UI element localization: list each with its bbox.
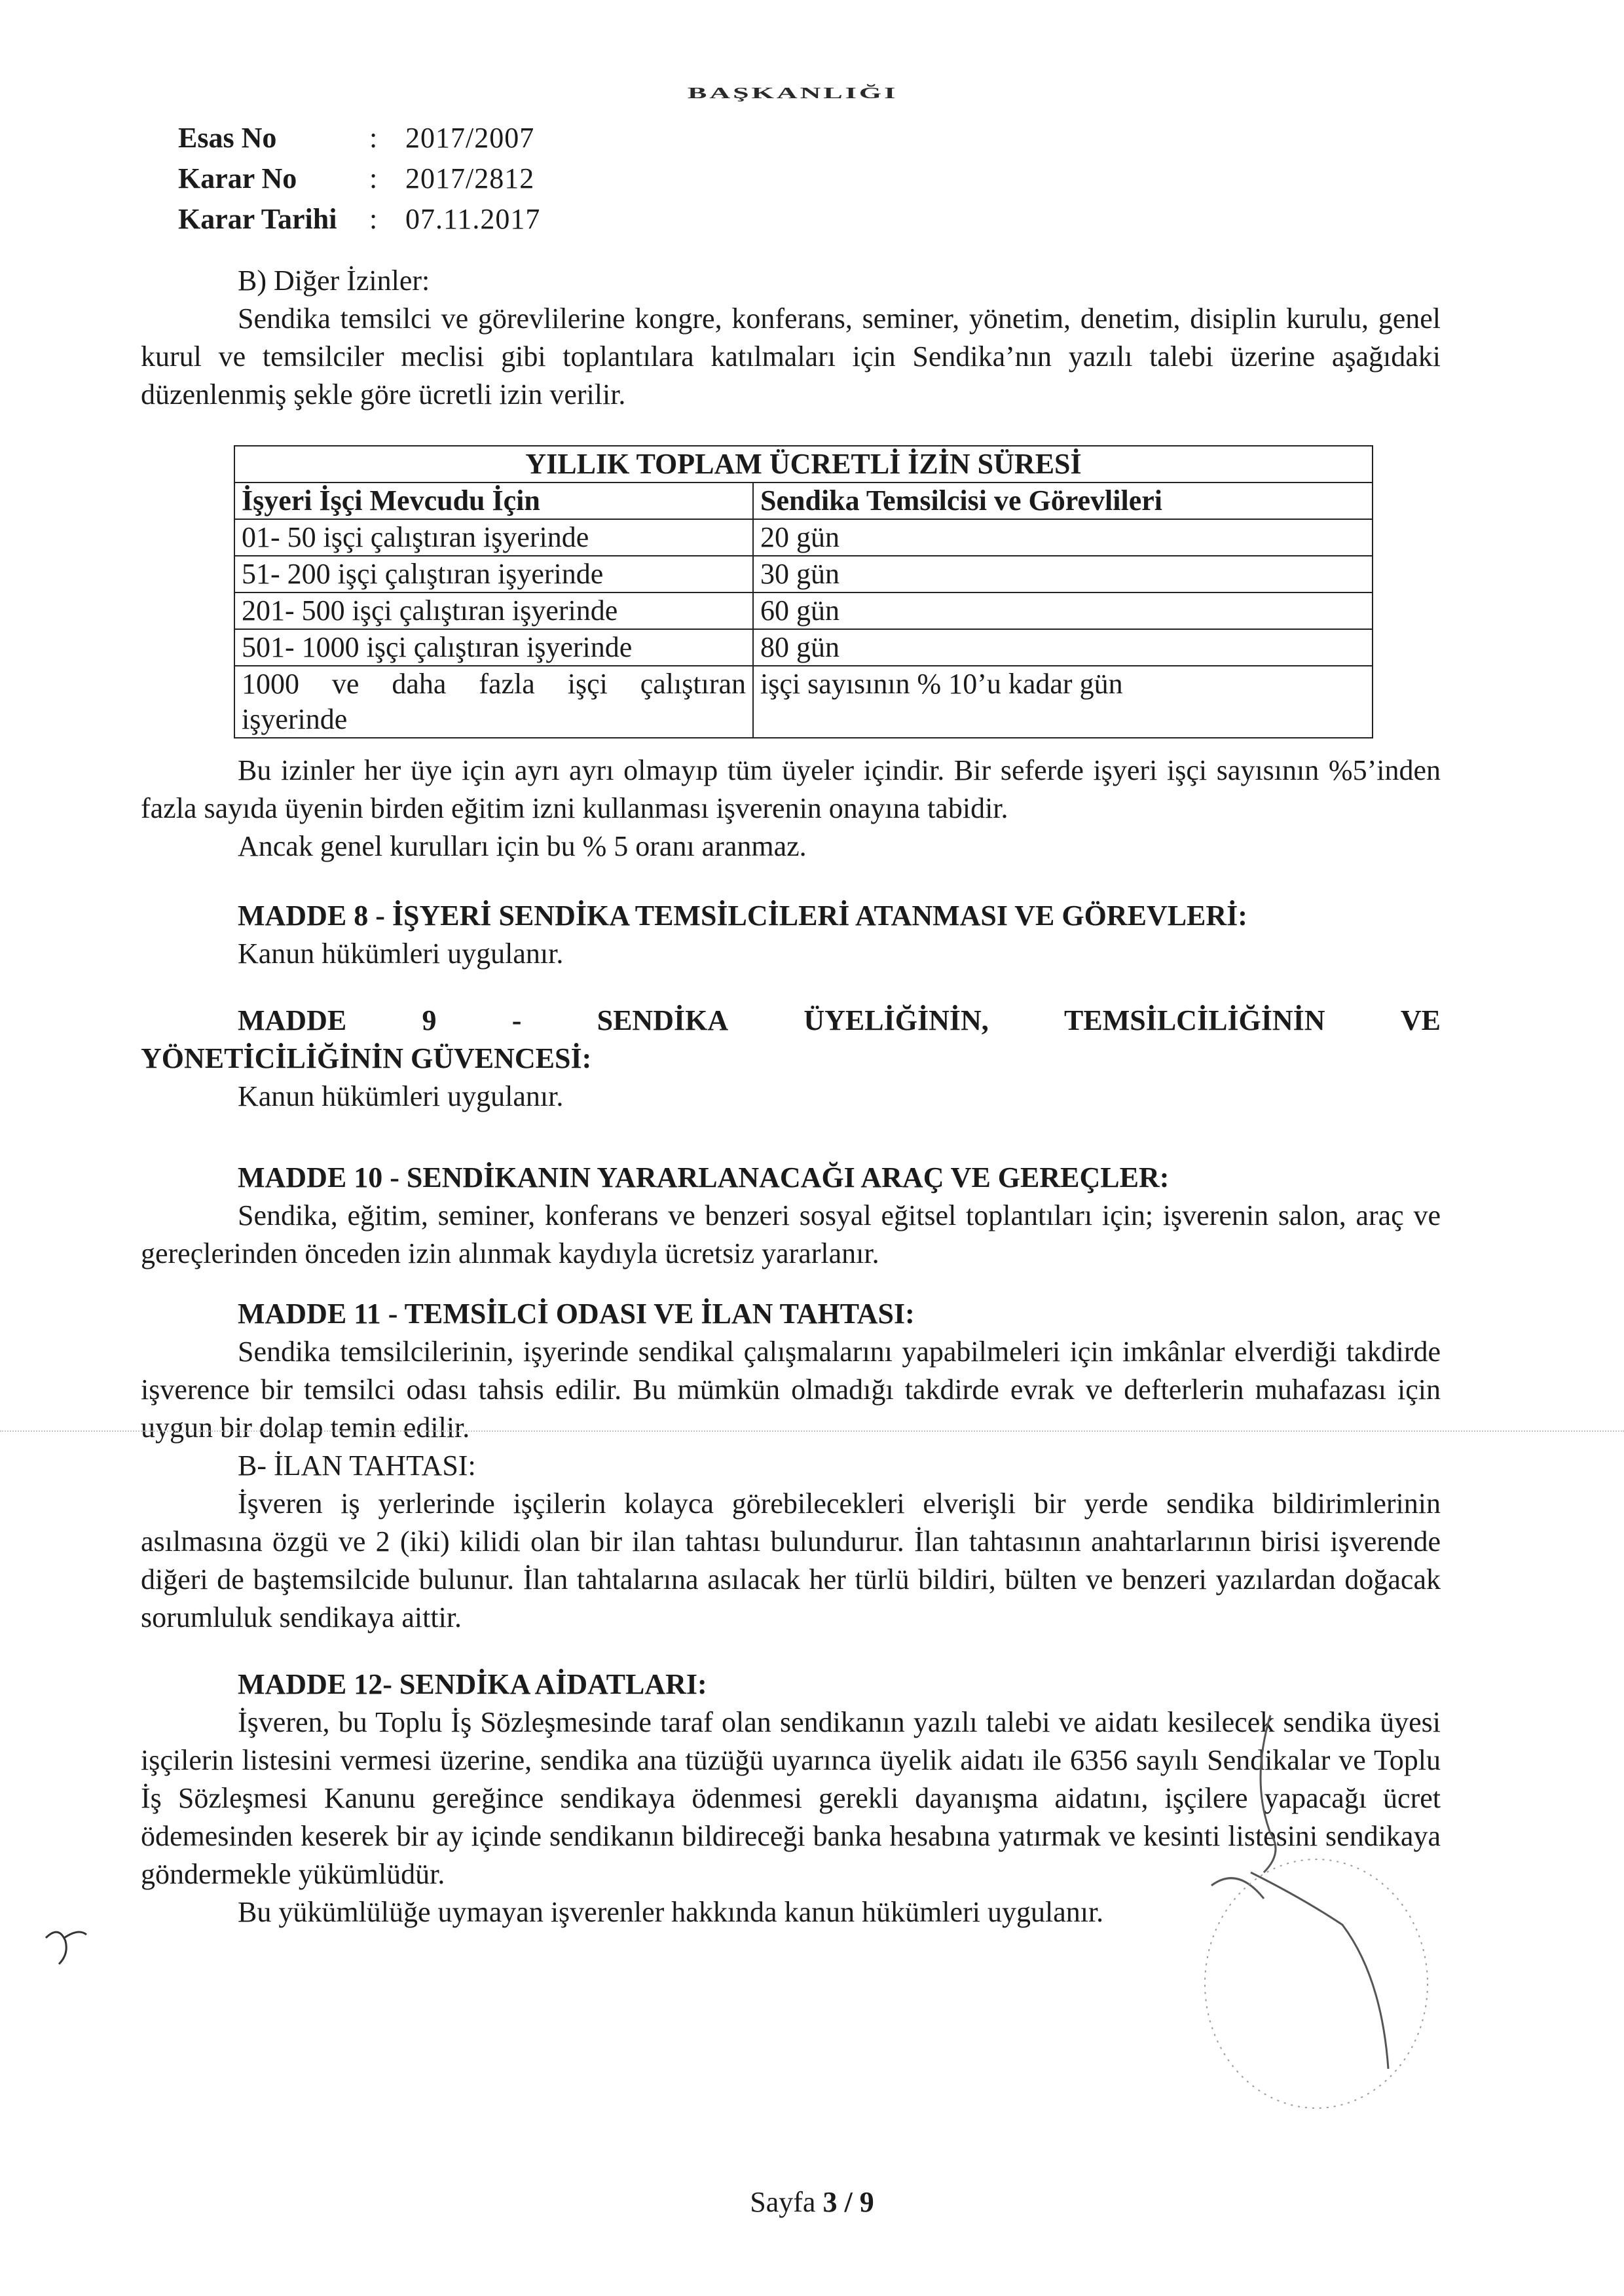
title-word: SENDİKA bbox=[597, 1004, 729, 1036]
table-title: YILLIK TOPLAM ÜCRETLİ İZİN SÜRESİ bbox=[234, 446, 1373, 483]
madde-10-body: Sendika, eğitim, seminer, konferans ve benzeri sosyal eğitsel toplantıları için; işverenin salon, araç ve gereçlerinden önceden izin alınmak kaydıyla ücretsiz yararlanır. bbox=[141, 1199, 1441, 1269]
table-row bbox=[234, 592, 1373, 629]
table-row bbox=[234, 666, 1373, 738]
leave-table bbox=[234, 445, 1373, 738]
scan-fold-line bbox=[0, 1430, 1624, 1432]
signature-stamp-icon bbox=[1172, 1702, 1434, 2128]
table-cell: 201- 500 işçi çalıştıran işyerinde bbox=[234, 592, 753, 629]
table-cell-line: 1000 ve daha fazla işçi çalıştıran bbox=[242, 668, 746, 700]
table-cell: 01- 50 işçi çalıştıran işyerinde bbox=[234, 519, 753, 556]
madde-11 bbox=[141, 1295, 1441, 1637]
meta-row-esas bbox=[178, 118, 540, 158]
madde-8-body: Kanun hükümleri uygulanır. bbox=[238, 938, 564, 970]
table-cell: 501- 1000 işçi çalıştıran işyerinde bbox=[234, 629, 753, 666]
madde-8 bbox=[141, 897, 1441, 973]
madde-10-title: MADDE 10 - SENDİKANIN YARARLANACAĞI ARAÇ VE GEREÇLER: bbox=[238, 1161, 1170, 1194]
table-row bbox=[234, 519, 1373, 556]
table-cell: 60 gün bbox=[753, 592, 1373, 629]
meta-label: Esas No bbox=[178, 122, 277, 154]
meta-row-karar bbox=[178, 158, 540, 199]
title-word: VE bbox=[1400, 1004, 1441, 1036]
initial-mark-icon bbox=[39, 1918, 98, 1971]
cropped-header-text: BAŞKANLIĞI bbox=[688, 84, 898, 102]
title-word: ÜYELİĞİNİN, bbox=[803, 1004, 989, 1036]
page-footer bbox=[0, 2185, 1624, 2219]
madde-8-title: MADDE 8 - İŞYERİ SENDİKA TEMSİLCİLERİ ATANMASI VE GÖREVLERİ: bbox=[238, 900, 1247, 932]
madde-9-title-line2: YÖNETİCİLİĞİNİN GÜVENCESİ: bbox=[141, 1042, 592, 1074]
title-word: - bbox=[511, 1004, 522, 1036]
madde-12-body2: Bu yükümlülüğe uymayan işverenler hakkında kanun hükümleri uygulanır. bbox=[238, 1896, 1104, 1928]
table-header-workers: İşyeri İşçi Mevcudu İçin bbox=[234, 483, 753, 519]
meta-sep: : bbox=[369, 122, 378, 154]
section-b-paragraph: Sendika temsilci ve görevlilerine kongre, konferans, seminer, yönetim, denetim, disiplin kurulu, genel kurul ve temsilciler meclisi gibi toplantılara katılmaları için Sendika’nın yazılı talebi üzerine aşağıdaki düzenlenmiş şekle göre ücretli izin verilir. bbox=[141, 302, 1441, 410]
title-word: TEMSİLCİLİĞİNİN bbox=[1064, 1004, 1325, 1036]
madde-12-body: İşveren, bu Toplu İş Sözleşmesinde taraf olan sendikanın yazılı talebi ve aidatı kesilecek sendika üyesi işçilerin listesini vermesi üzerine, sendika ana tüzüğü uyarınca üyelik aidatı ile 6356 sayılı Sendikalar ve Toplu İş Sözleşmesi Kanunu gereğince sendikaya ödenmesi gerekli dayanışma aidatını, işçilere yapacağı ücret ödemesinden keserek bir ay içinde sendikanın bildireceği banka hesabına yatırmak ve kesinti listesini sendikaya göndermekle yükümlüdür. bbox=[141, 1706, 1441, 1890]
table-cell: 30 gün bbox=[753, 556, 1373, 592]
section-b bbox=[141, 262, 1441, 414]
madde-10 bbox=[141, 1159, 1441, 1273]
meta-sep: : bbox=[369, 162, 378, 194]
madde-11-body: Sendika temsilcilerinin, işyerinde sendikal çalışmalarını yapabilmeleri için imkânlar elverdiği takdirde işverence bir temsilci odası tahsis edilir. Bu mümkün olmadığı takdirde evrak ve defterlerin muhafazası için uygun bir dolap temin edilir. bbox=[141, 1336, 1441, 1444]
page-number: 3 / 9 bbox=[822, 2186, 874, 2218]
madde-11-title: MADDE 11 - TEMSİLCİ ODASI VE İLAN TAHTASI: bbox=[238, 1298, 915, 1330]
after-table-paragraph: Bu izinler her üye için ayrı ayrı olmayıp tüm üyeler içindir. Bir seferde işyeri işçi sayısının %5’inden fazla sayıda üyenin birden eğitim izni kullanması işverenin onayına tabidir. bbox=[141, 754, 1441, 824]
meta-row-tarih bbox=[178, 199, 540, 240]
meta-value: 2017/2812 bbox=[405, 162, 535, 194]
title-word: MADDE bbox=[238, 1004, 347, 1036]
table-header-representatives: Sendika Temsilcisi ve Görevlileri bbox=[753, 483, 1373, 519]
table-cell: 20 gün bbox=[753, 519, 1373, 556]
madde-9-title-line1 bbox=[141, 1002, 1441, 1040]
table-cell: işçi sayısının % 10’u kadar gün bbox=[753, 666, 1373, 738]
meta-value: 07.11.2017 bbox=[405, 203, 541, 235]
table-cell-line: işyerinde bbox=[242, 703, 348, 735]
madde-11-subbody: İşveren iş yerlerinde işçilerin kolayca görebilecekleri elverişli bir yerde sendika bildirimlerinin asılmasına özgü ve 2 (iki) kilidi olan bir ilan tahtası bulundurur. İlan tahtasının anahtarlarının birisi işverende diğeri de baştemsilcide bulunur. İlan tahtalarına asılacak her türlü bildiri, bülten ve benzeri yazılardan doğacak sorumluluk sendikaya aittir. bbox=[141, 1487, 1441, 1633]
table-cell: 80 gün bbox=[753, 629, 1373, 666]
table-cell: 51- 200 işçi çalıştıran işyerinde bbox=[234, 556, 753, 592]
table-row bbox=[234, 556, 1373, 592]
footer-prefix: Sayfa bbox=[750, 2186, 816, 2218]
meta-label: Karar Tarihi bbox=[178, 203, 337, 235]
table-row bbox=[234, 629, 1373, 666]
table-cell bbox=[234, 666, 753, 738]
madde-9 bbox=[141, 1002, 1441, 1116]
meta-sep: : bbox=[369, 203, 378, 235]
case-meta bbox=[178, 118, 540, 240]
after-table-note: Ancak genel kurulları için bu % 5 oranı aranmaz. bbox=[238, 830, 807, 862]
madde-9-body: Kanun hükümleri uygulanır. bbox=[238, 1080, 564, 1112]
after-table-text bbox=[141, 752, 1441, 866]
meta-value: 2017/2007 bbox=[405, 122, 535, 154]
section-b-title: B) Diğer İzinler: bbox=[238, 264, 430, 297]
madde-11-subtitle: B- İLAN TAHTASI: bbox=[238, 1449, 476, 1482]
meta-label: Karar No bbox=[178, 162, 297, 194]
title-word: 9 bbox=[422, 1004, 437, 1036]
madde-12-title: MADDE 12- SENDİKA AİDATLARI: bbox=[238, 1668, 707, 1700]
